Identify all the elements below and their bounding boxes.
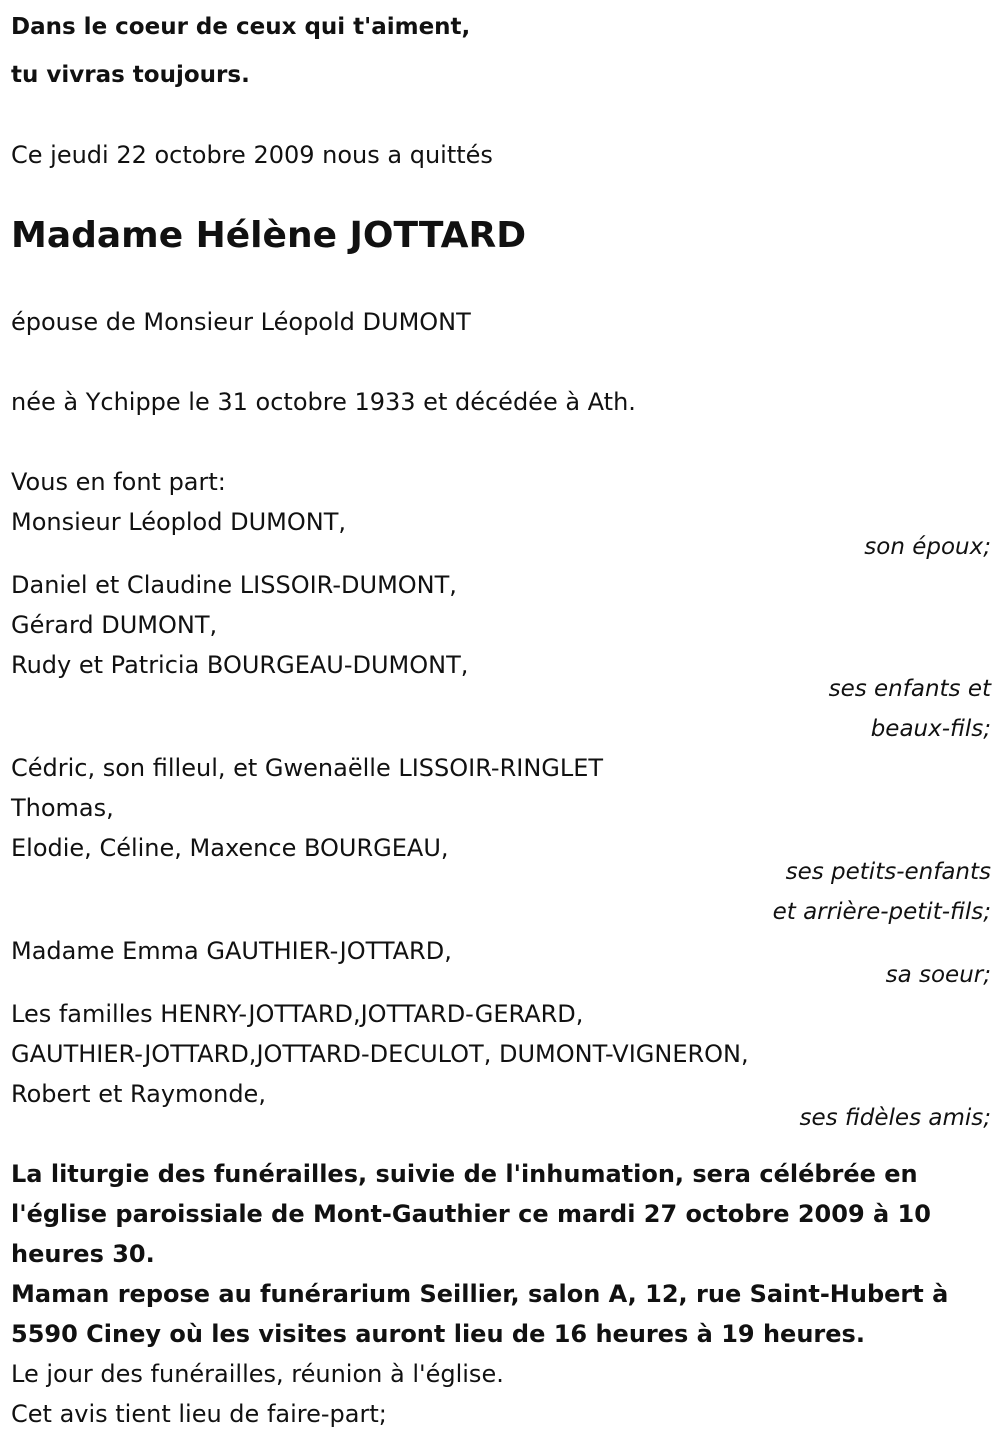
birth-death-line: née à Ychippe le 31 octobre 1933 et décédée à Ath. [11,388,636,416]
epigraph-line-1: Dans le coeur de ceux qui t'aiment, [11,14,471,40]
grandchild-line: Thomas, [11,794,114,822]
grandchild-line: Elodie, Céline, Maxence BOURGEAU, [11,834,449,862]
others-role: ses fidèles amis; [799,1105,991,1131]
funeral-info-line: La liturgie des funérailles, suivie de l'inhumation, sera célébrée en [11,1160,918,1188]
grandchildren-role-line-1: ses petits-enfants [785,859,991,885]
grandchildren-role-line-2: et arrière-petit-fils; [772,899,991,925]
funeral-info-line: l'église paroissiale de Mont-Gauthier ce mardi 27 octobre 2009 à 10 [11,1200,931,1228]
funeral-info-line: heures 30. [11,1240,155,1268]
funerarium-info-line: 5590 Ciney où les visites auront lieu de 16 heures à 19 heures. [11,1320,865,1348]
spouse-line: épouse de Monsieur Léopold DUMONT [11,308,471,336]
funerarium-info-line: Maman repose au funérarium Seillier, salon A, 12, rue Saint-Hubert à [11,1280,949,1308]
meeting-line: Le jour des funérailles, réunion à l'église. [11,1360,504,1388]
notice-line: Cet avis tient lieu de faire-part; [11,1400,387,1428]
sister-role: sa soeur; [885,962,991,988]
announcement: Ce jeudi 22 octobre 2009 nous a quittés [11,141,493,169]
spouse-name: Monsieur Léoplod DUMONT, [11,508,346,536]
others-line: Les familles HENRY-JOTTARD,JOTTARD-GERARD, [11,1000,584,1028]
children-role-line-1: ses enfants et [828,676,991,702]
intro-line: Vous en font part: [11,468,226,496]
child-line: Daniel et Claudine LISSOIR-DUMONT, [11,571,457,599]
child-line: Rudy et Patricia BOURGEAU-DUMONT, [11,651,469,679]
children-role-line-2: beaux-fils; [870,716,991,742]
spouse-role: son époux; [864,534,991,560]
others-line: Robert et Raymonde, [11,1080,266,1108]
sister-name: Madame Emma GAUTHIER-JOTTARD, [11,937,452,965]
epigraph-line-2: tu vivras toujours. [11,62,250,88]
child-line: Gérard DUMONT, [11,611,218,639]
deceased-name: Madame Hélène JOTTARD [11,215,527,256]
others-line: GAUTHIER-JOTTARD,JOTTARD-DECULOT, DUMONT-VIGNERON, [11,1040,749,1068]
grandchild-line: Cédric, son filleul, et Gwenaëlle LISSOIR-RINGLET [11,754,604,782]
